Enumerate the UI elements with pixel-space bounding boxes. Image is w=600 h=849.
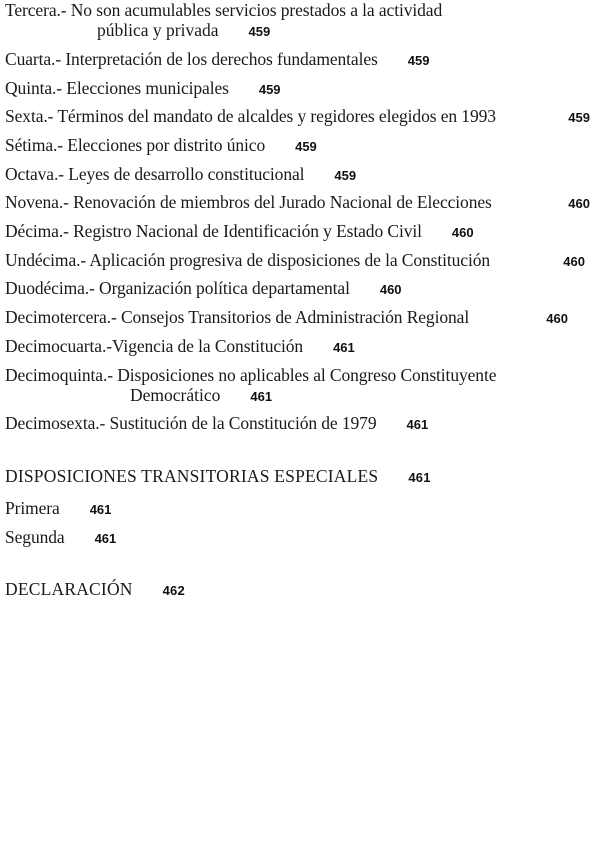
toc-entry-tercera: [5, 0, 442, 42]
toc-entry-title: Quinta.- Elecciones municipales: [5, 78, 229, 98]
toc-entry-sexta: [5, 106, 595, 126]
toc-entry-setima: [5, 135, 317, 157]
toc-entry-title: Tercera.- No son acumulables servicios prestados a la actividad: [5, 0, 443, 20]
toc-page-number: 461: [408, 470, 431, 485]
toc-entry-title: Duodécima.- Organización política departamental: [5, 278, 350, 298]
toc-page-number: 459: [407, 53, 430, 68]
toc-page-number: 460: [568, 196, 590, 211]
section-heading-declaracion: [5, 579, 185, 600]
toc-entry-decimoquinta: [5, 365, 496, 407]
toc-entry-decima: [5, 221, 474, 243]
toc-entry-decimosexta: [5, 413, 428, 435]
toc-entry-octava: [5, 164, 356, 186]
toc-page-number: 460: [546, 311, 568, 326]
section-heading-special: [5, 466, 431, 487]
toc-entry-segunda: [5, 527, 116, 549]
toc-page-number: 461: [89, 502, 112, 517]
toc-entry-cuarta: [5, 49, 429, 71]
toc-entry-title: Primera: [5, 498, 60, 518]
toc-page-number: 461: [333, 340, 355, 355]
toc-entry-title: Decimotercera.- Consejos Transitorios de Administración Regional: [5, 307, 470, 327]
toc-entry-title: Decimocuarta.-Vigencia de la Constitución: [5, 336, 304, 356]
toc-page-number: 459: [334, 168, 357, 183]
toc-page-number: 459: [258, 82, 281, 97]
section-heading-text: DECLARACIÓN: [5, 579, 133, 599]
toc-page-number: 461: [94, 531, 117, 546]
toc-entry-continuation: [5, 385, 496, 407]
toc-page-number: 460: [379, 282, 402, 297]
toc-page-number: 462: [162, 583, 185, 598]
toc-entry-title: Octava.- Leyes de desarrollo constitucional: [5, 164, 305, 184]
toc-entry-title: Undécima.- Aplicación progresiva de disposiciones de la Constitución: [5, 250, 491, 270]
toc-entry-continuation-text: Democrático: [130, 385, 221, 405]
toc-entry-title: Décima.- Registro Nacional de Identificación y Estado Civil: [5, 221, 422, 241]
toc-entry-title: Segunda: [5, 527, 65, 547]
section-heading-text: DISPOSICIONES TRANSITORIAS ESPECIALES: [5, 466, 379, 486]
toc-page-number: 459: [295, 139, 317, 154]
toc-page-number: 460: [563, 254, 585, 269]
toc-entry-title: Decimoquinta.- Disposiciones no aplicables al Congreso Constituyente: [5, 365, 497, 385]
toc-entry-continuation: [5, 20, 442, 42]
toc-entry-title: Cuarta.- Interpretación de los derechos fundamentales: [5, 49, 378, 69]
toc-entry-title: Novena.- Renovación de miembros del Jurado Nacional de Elecciones: [5, 192, 492, 212]
toc-page-number: 459: [248, 24, 271, 39]
toc-entry-title: Sétima.- Elecciones por distrito único: [5, 135, 266, 155]
toc-entry-decimotercera: [5, 307, 573, 327]
toc-page-number: 461: [250, 389, 273, 404]
toc-entry-novena: [5, 192, 595, 212]
toc-entry-decimocuarta: [5, 336, 355, 358]
toc-entry-undecima: [5, 250, 590, 270]
toc-page-number: 460: [451, 225, 474, 240]
toc-entry-continuation-text: pública y privada: [97, 20, 219, 40]
toc-entry-duodecima: [5, 278, 402, 300]
toc-entry-quinta: [5, 78, 281, 100]
toc-page-number: 461: [406, 417, 429, 432]
toc-page-number: 459: [568, 110, 590, 125]
toc-entry-primera: [5, 498, 111, 520]
toc-entry-title: Sexta.- Términos del mandato de alcaldes y regidores elegidos en 1993: [5, 106, 496, 126]
toc-entry-title: Decimosexta.- Sustitución de la Constitución de 1979: [5, 413, 377, 433]
